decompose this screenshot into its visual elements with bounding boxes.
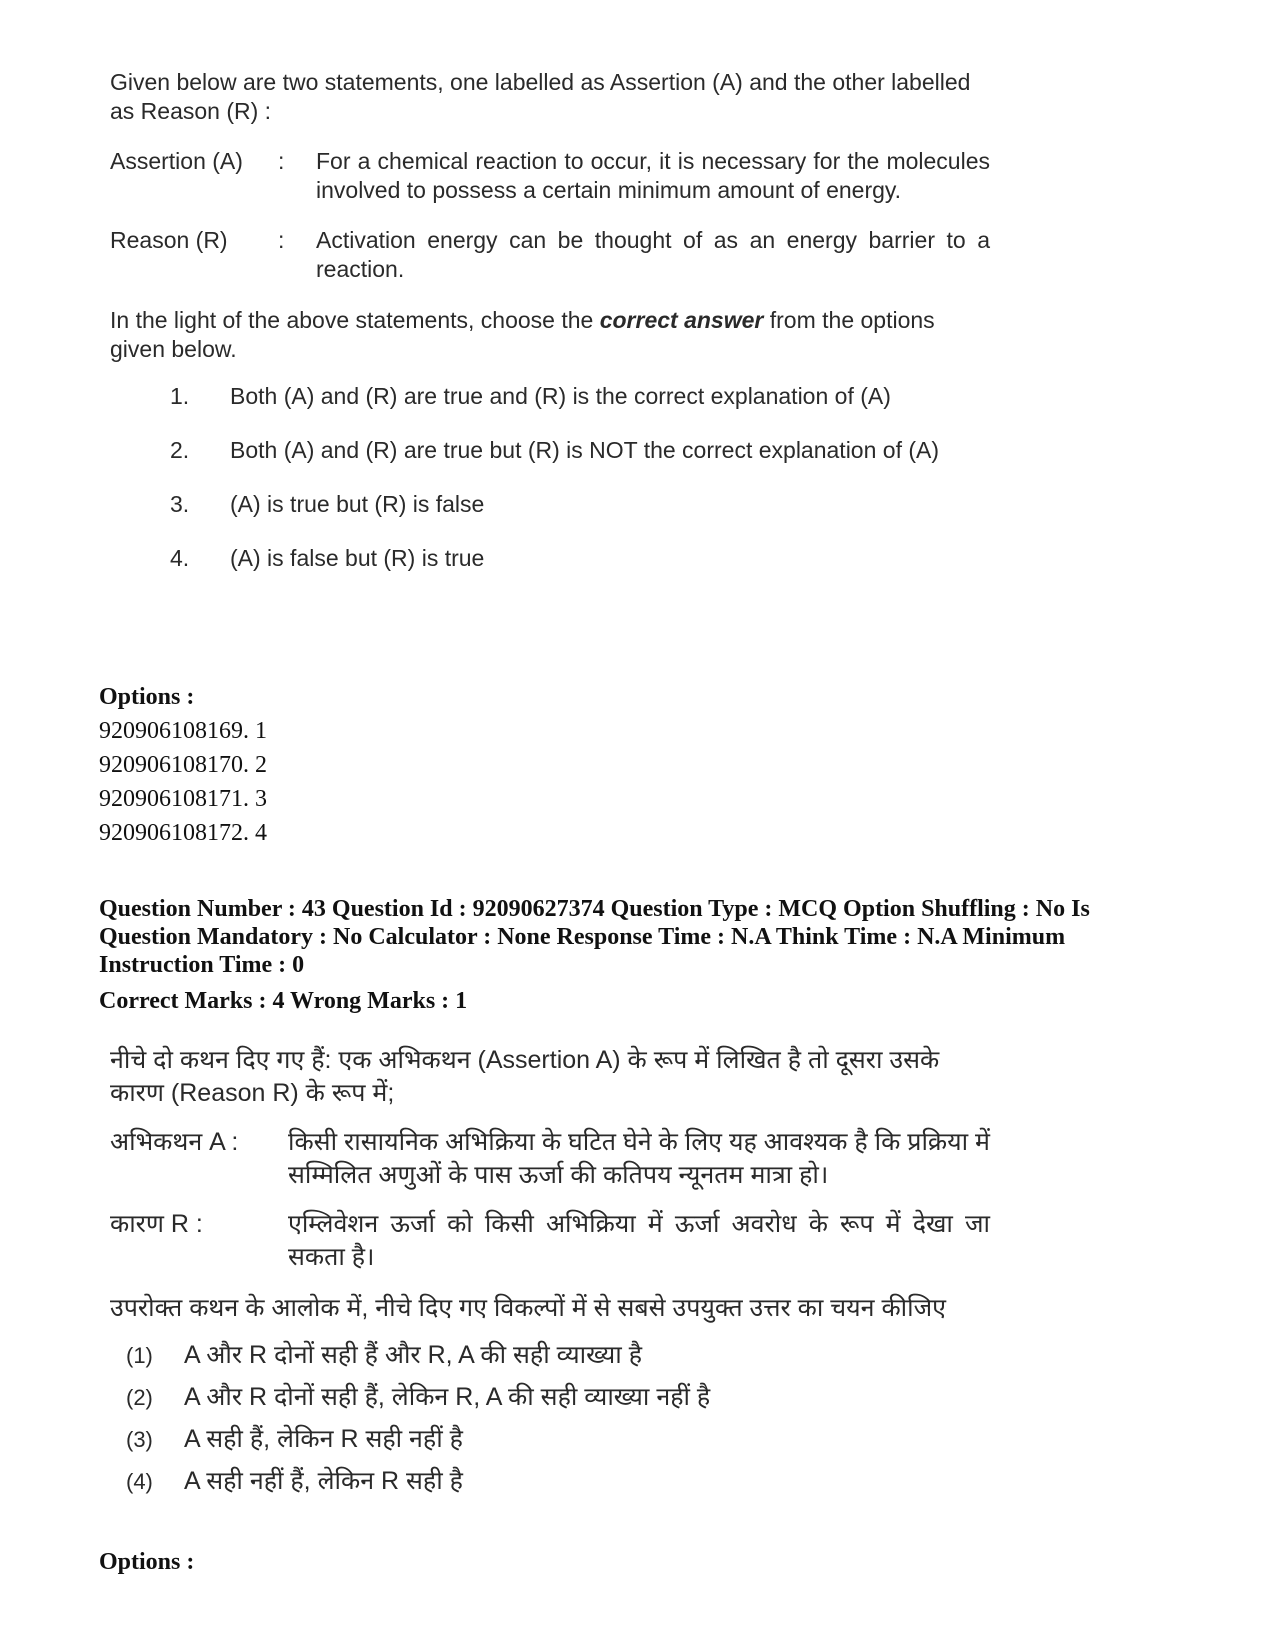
options-list xyxy=(99,680,267,850)
choice-number: 4. xyxy=(170,545,190,571)
choice-number: 1. xyxy=(170,383,190,409)
choice-text: Both (A) and (R) are true but (R) is NOT the correct explanation of (A) xyxy=(230,437,940,463)
answer-choices xyxy=(110,382,990,573)
options-list-2 xyxy=(99,1545,194,1579)
question-english xyxy=(110,68,990,598)
hindi-assertion-row xyxy=(110,1126,990,1192)
choice-text: (A) is false but (R) is true xyxy=(230,545,485,571)
hindi-reason-row xyxy=(110,1208,990,1274)
choice-text: (A) is true but (R) is false xyxy=(230,491,485,517)
choice-number: (1) xyxy=(126,1343,153,1368)
choice-number: 2. xyxy=(170,437,190,463)
instruction-pre: In the light of the above statements, choose the xyxy=(110,307,600,333)
option-id-item: 920906108169. 1 xyxy=(99,718,267,744)
assertion-label: Assertion (A) xyxy=(110,148,243,174)
question-instruction xyxy=(110,306,990,364)
choice-text: Both (A) and (R) are true and (R) is the correct explanation of (A) xyxy=(230,383,891,409)
marks-info: Correct Marks : 4 Wrong Marks : 1 xyxy=(99,988,468,1014)
question-hindi xyxy=(110,1044,990,1507)
reason-row xyxy=(110,226,990,284)
answer-choice xyxy=(110,544,990,573)
choice-text: A और R दोनों सही हैं और R, A की सही व्याख्या है xyxy=(184,1341,642,1369)
choice-text: A और R दोनों सही हैं, लेकिन R, A की सही व्याख्या नहीं है xyxy=(184,1383,711,1411)
hindi-answer-choices xyxy=(110,1339,990,1498)
reason-colon: : xyxy=(278,227,285,253)
hindi-reason-text: एम्लिवेशन ऊर्जा को किसी अभिक्रिया में ऊर्जा अवरोध के रूप में देखा जा सकता है। xyxy=(288,1210,990,1271)
assertion-text: For a chemical reaction to occur, it is necessary for the molecules involved to possess a certain minimum amount of energy. xyxy=(316,148,990,203)
option-id-item: 920906108171. 3 xyxy=(99,786,267,812)
hindi-assertion-text: किसी रासायनिक अभिक्रिया के घटित घेने के लिए यह आवश्यक है कि प्रक्रिया में सम्मिलित अणुओं के पास ऊर्जा की कतिपय न्यूनतम मात्रा हो। xyxy=(288,1128,990,1189)
answer-choice xyxy=(110,436,990,465)
answer-choice xyxy=(110,490,990,519)
hindi-answer-choice xyxy=(110,1465,990,1498)
instruction-emphasis: correct answer xyxy=(599,307,764,333)
choice-number: (4) xyxy=(126,1469,153,1494)
reason-label: Reason (R) xyxy=(110,227,228,253)
instruction-post: from the options given below. xyxy=(110,307,935,362)
answer-choice xyxy=(110,382,990,411)
assertion-colon: : xyxy=(278,148,285,174)
choice-number: (3) xyxy=(126,1427,153,1452)
hindi-answer-choice xyxy=(110,1423,990,1456)
hindi-answer-choice xyxy=(110,1381,990,1414)
choice-number: (2) xyxy=(126,1385,153,1410)
hindi-reason-label: कारण R : xyxy=(110,1210,203,1238)
hindi-assertion-label: अभिकथन A : xyxy=(110,1128,239,1156)
hindi-answer-choice xyxy=(110,1339,990,1372)
option-id-item: 920906108170. 2 xyxy=(99,752,267,778)
question-meta: Question Number : 43 Question Id : 92090627374 Question Type : MCQ Option Shuffling : No Is Question Mandatory : No Calculator : None Response Time : N.A Think Time : N.A Minimum Instruction Time : 0 xyxy=(99,896,1090,978)
option-id-item: 920906108172. 4 xyxy=(99,820,267,846)
question-intro: Given below are two statements, one labelled as Assertion (A) and the other labelled as Reason (R) : xyxy=(110,69,971,124)
choice-text: A सही हैं, लेकिन R सही नहीं है xyxy=(184,1425,463,1453)
hindi-intro: नीचे दो कथन दिए गए हैं: एक अभिकथन (Assertion A) के रूप में लिखित है तो दूसरा उसके कारण (Reason R) के रूप में; xyxy=(110,1046,940,1107)
options-heading-2: Options : xyxy=(99,1549,195,1575)
choice-text: A सही नहीं हैं, लेकिन R सही है xyxy=(184,1467,463,1495)
choice-number: 3. xyxy=(170,491,190,517)
hindi-instruction: उपरोक्त कथन के आलोक में, नीचे दिए गए विकल्पों में से सबसे उपयुक्त उत्तर का चयन कीजिए xyxy=(110,1294,947,1322)
assertion-row xyxy=(110,147,990,205)
reason-text: Activation energy can be thought of as an energy barrier to a reaction. xyxy=(316,227,990,282)
options-heading: Options : xyxy=(99,684,195,710)
